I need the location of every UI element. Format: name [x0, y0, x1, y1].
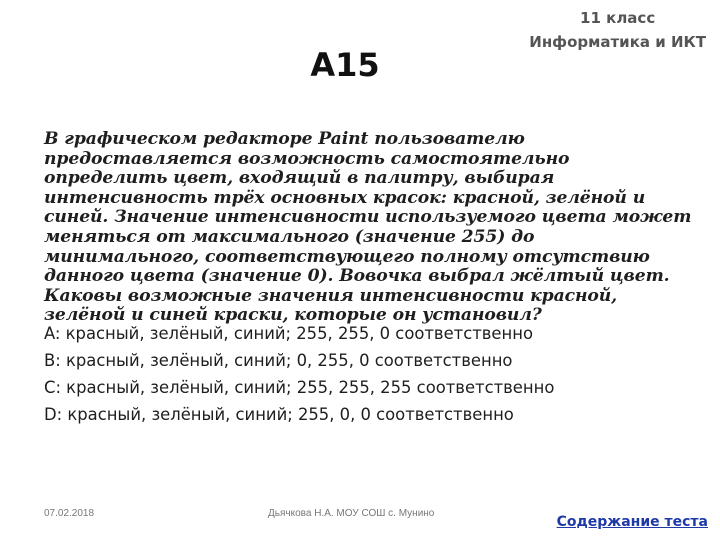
- slide-title: А15: [310, 46, 380, 84]
- subject-label: Информатика и ИКТ: [529, 33, 706, 51]
- answer-option-b: B: красный, зелёный, синий; 0, 255, 0 соответственно: [44, 351, 513, 370]
- footer-author: Дьячкова Н.А. МОУ СОШ с. Мунино: [268, 508, 435, 519]
- answer-option-c: C: красный, зелёный, синий; 255, 255, 255 соответственно: [44, 378, 555, 397]
- footer-date: 07.02.2018: [44, 508, 95, 519]
- contents-link[interactable]: Содержание теста: [556, 514, 708, 530]
- answer-option-d: D: красный, зелёный, синий; 255, 0, 0 соответственно: [44, 405, 514, 424]
- answer-option-a: A: красный, зелёный, синий; 255, 255, 0 соответственно: [44, 324, 533, 343]
- grade-label: 11 класс: [580, 9, 656, 27]
- answer-list: [44, 320, 704, 428]
- question-text: В графическом редакторе Paint пользователю предоставляется возможность самостоятельно определить цвет, входящий в палитру, выбирая интенсивность трёх основных красок: красной, зелёной и синей. Значение интенсивности используемого цвета может меняться от максимального (значение 255) до минимального, соответствующего полному отсутствию данного цвета (значение 0). Вовочка выбрал жёлтый цвет. Каковы возможные значения интенсивности красной, зелёной и синей краски, которые он установил?: [44, 129, 692, 326]
